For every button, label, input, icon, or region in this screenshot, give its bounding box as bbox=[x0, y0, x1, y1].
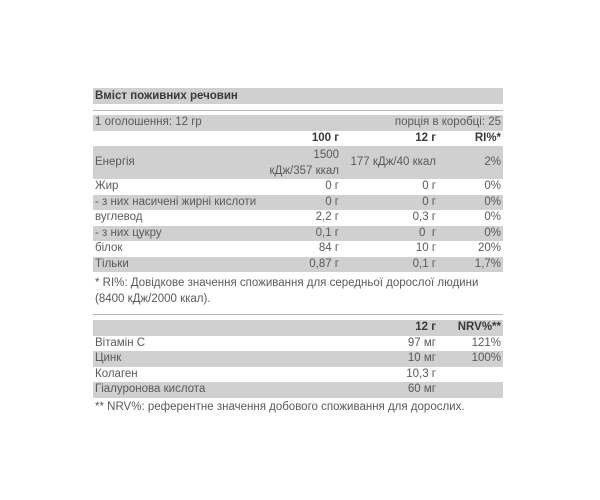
row-per-12g: 10 мг bbox=[341, 351, 438, 367]
row-ri: 0% bbox=[484, 211, 502, 223]
row-per-100g: 0 г bbox=[325, 180, 340, 192]
table-header-row bbox=[93, 320, 503, 336]
row-per-100g: 84 г bbox=[318, 242, 340, 254]
header-per-12g: 12 г bbox=[415, 131, 437, 144]
nutrition-table-main bbox=[93, 115, 503, 272]
row-label: Тільки bbox=[93, 257, 253, 273]
row-ri: 0% bbox=[484, 180, 502, 192]
table-header-row bbox=[93, 131, 503, 147]
table-row bbox=[93, 382, 503, 398]
table-row bbox=[93, 146, 503, 179]
nrv-footnote: ** NRV%: референтне значення добового споживання для дорослих. bbox=[95, 400, 465, 413]
nutrition-table-vitamins bbox=[93, 320, 503, 398]
row-ri: 2% bbox=[438, 146, 503, 179]
servings-per-box: порція в коробці: 25 bbox=[341, 115, 503, 131]
divider bbox=[93, 110, 503, 111]
row-label: Жир bbox=[95, 180, 119, 192]
row-label: Колаген bbox=[95, 367, 138, 380]
row-per-12g: 97 мг bbox=[407, 336, 436, 349]
row-nrv: 100% bbox=[438, 351, 503, 367]
row-per-100g: 2,2 г bbox=[315, 211, 340, 223]
row-per-12g: 10 г bbox=[415, 242, 437, 254]
header-ri: RI%* bbox=[474, 131, 502, 144]
row-label: - з них насичені жирні кислоти bbox=[93, 195, 253, 211]
section-title: Вміст поживних речовин bbox=[93, 88, 503, 104]
table-row bbox=[93, 367, 503, 383]
row-per-100g: 0 г bbox=[253, 195, 341, 211]
energy-value-line1: 1500 bbox=[313, 149, 340, 161]
row-ri: 20% bbox=[477, 242, 502, 254]
header-nrv: NRV%** bbox=[438, 320, 503, 336]
row-per-12g: 0,3 г bbox=[412, 211, 437, 223]
row-per-12g: 60 мг bbox=[341, 382, 438, 398]
table-row bbox=[93, 336, 503, 352]
table-row bbox=[93, 179, 503, 195]
row-label: Гіалуронова кислота bbox=[93, 382, 341, 398]
row-label: вуглевод bbox=[95, 211, 143, 223]
table-row bbox=[93, 210, 503, 226]
row-nrv: 121% bbox=[471, 336, 501, 349]
header-empty bbox=[93, 320, 341, 336]
table-row bbox=[93, 226, 503, 242]
row-nrv bbox=[438, 382, 503, 398]
row-ri: 1,7% bbox=[438, 257, 503, 273]
row-per-12g: 177 кДж/40 ккал bbox=[341, 146, 438, 179]
row-per-12g: 0 г bbox=[422, 180, 437, 192]
row-label: Енергія bbox=[93, 146, 253, 179]
row-per-100g: 0,87 г bbox=[253, 257, 341, 273]
row-label: Цинк bbox=[93, 351, 341, 367]
row-ri: 0% bbox=[438, 226, 503, 242]
table-row bbox=[93, 241, 503, 257]
ri-footnote: * RI%: Довідкове значення споживання для середньої дорослої людини (8400 кДж/2000 ккал). bbox=[95, 277, 479, 305]
row-label: білок bbox=[95, 242, 123, 254]
header-per-12g: 12 г bbox=[341, 320, 438, 336]
table-row bbox=[93, 195, 503, 211]
row-label: - з них цукру bbox=[93, 226, 253, 242]
row-per-12g: 0 г bbox=[341, 226, 438, 242]
table-row bbox=[93, 351, 503, 367]
row-per-12g: 10,3 г bbox=[406, 367, 436, 380]
serving-size: 1 оголошення: 12 гр bbox=[93, 115, 341, 131]
energy-value-line2: кДж/357 ккал bbox=[269, 165, 340, 177]
serving-info-row bbox=[93, 115, 503, 131]
row-per-12g: 0 г bbox=[341, 195, 438, 211]
row-per-100g: 0,1 г bbox=[253, 226, 341, 242]
nutrition-facts bbox=[93, 88, 503, 415]
row-per-12g: 0,1 г bbox=[341, 257, 438, 273]
row-ri: 0% bbox=[438, 195, 503, 211]
row-label: Вітамін C bbox=[95, 336, 146, 349]
header-per-100g: 100 г bbox=[311, 131, 340, 144]
header-empty bbox=[93, 131, 253, 147]
divider bbox=[93, 314, 503, 315]
table-row bbox=[93, 257, 503, 273]
row-nrv bbox=[438, 367, 503, 383]
row-per-100g bbox=[253, 146, 341, 179]
